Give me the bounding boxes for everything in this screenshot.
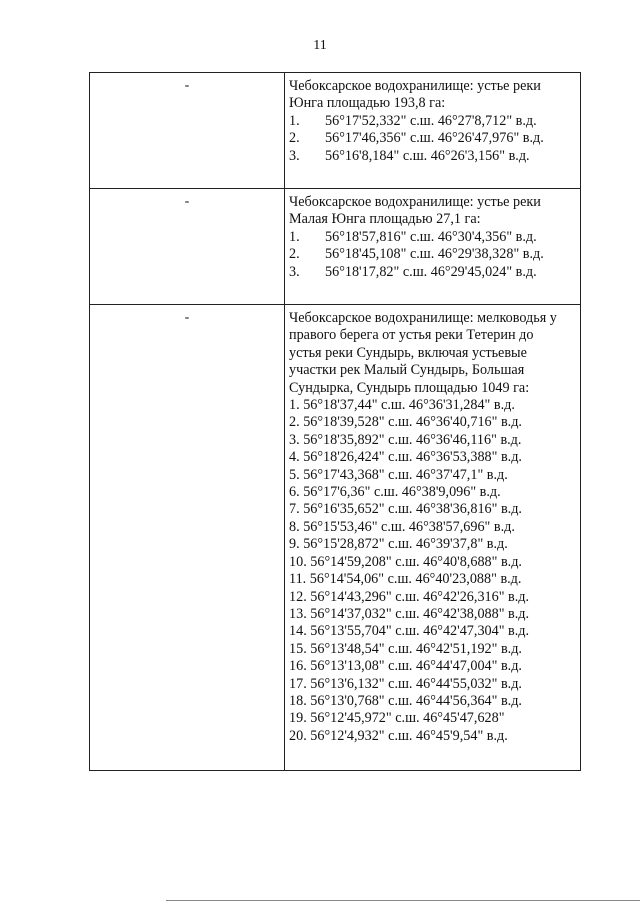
point-coordinates: 56°18'17,82" с.ш. 46°29'45,024" в.д.: [325, 263, 537, 280]
point-coordinates: 56°18'57,816" с.ш. 46°30'4,356" в.д.: [325, 228, 537, 245]
coordinate-item: 18. 56°13'0,768" с.ш. 46°44'56,364" в.д.: [289, 692, 522, 709]
area-title-line: правого берега от устья реки Тетерин до: [289, 327, 534, 344]
dash: -: [184, 194, 190, 209]
dash-cell: [90, 305, 285, 771]
coordinate-item: 15. 56°13'48,54" с.ш. 46°42'51,192" в.д.: [289, 640, 522, 657]
coordinate-item: [289, 148, 574, 165]
coordinate-item: 8. 56°15'53,46" с.ш. 46°38'57,696" в.д.: [289, 518, 515, 535]
table-row: [90, 305, 581, 771]
coordinate-item: [289, 246, 574, 263]
dash-cell: [90, 189, 285, 305]
table-row: [90, 73, 581, 189]
coordinate-item: 17. 56°13'6,132" с.ш. 46°44'55,032" в.д.: [289, 675, 522, 692]
dash-cell: [90, 73, 285, 189]
coordinate-item: 10. 56°14'59,208" с.ш. 46°40'8,688" в.д.: [289, 553, 522, 570]
area-title-line: Юнга площадью 193,8 га:: [289, 95, 446, 112]
point-number: 2.: [289, 246, 300, 263]
page-number: 11: [313, 38, 327, 53]
coordinate-item: 19. 56°12'45,972" с.ш. 46°45'47,628": [289, 710, 505, 727]
coordinate-item: 2. 56°18'39,528" с.ш. 46°36'40,716" в.д.: [289, 414, 522, 431]
area-title-line: Чебоксарское водохранилище: устье реки: [289, 78, 541, 94]
coordinate-item: 5. 56°17'43,368" с.ш. 46°37'47,1" в.д.: [289, 466, 508, 483]
description-cell: [285, 305, 581, 771]
coordinates-table: [89, 72, 581, 771]
coordinate-item: 20. 56°12'4,932" с.ш. 46°45'9,54" в.д.: [289, 727, 508, 744]
scan-edge-line: [166, 900, 640, 901]
table-row: [90, 189, 581, 305]
coordinate-item: 16. 56°13'13,08" с.ш. 46°44'47,004" в.д.: [289, 658, 522, 675]
area-title-line: участки рек Малый Сундырь, Большая: [289, 362, 525, 379]
description-cell: [285, 73, 581, 189]
coordinate-item: [289, 130, 574, 147]
area-title-line: Чебоксарское водохранилище: устье реки: [289, 194, 541, 210]
point-number: 2.: [289, 130, 300, 147]
coordinate-item: 11. 56°14'54,06" с.ш. 46°40'23,088" в.д.: [289, 571, 522, 588]
coordinate-item: [289, 113, 574, 130]
coordinate-item: 13. 56°14'37,032" с.ш. 46°42'38,088" в.д.: [289, 605, 530, 622]
dash: -: [184, 310, 190, 325]
coordinate-item: 7. 56°16'35,652" с.ш. 46°38'36,816" в.д.: [289, 501, 522, 518]
coordinate-item: [289, 264, 574, 281]
area-title-line: устья реки Сундырь, включая устьевые: [289, 344, 527, 361]
coordinate-item: 9. 56°15'28,872" с.ш. 46°39'37,8" в.д.: [289, 536, 508, 553]
coordinate-item: 3. 56°18'35,892" с.ш. 46°36'46,116" в.д.: [289, 431, 522, 448]
point-number: 1.: [289, 228, 300, 245]
coordinate-item: 4. 56°18'26,424" с.ш. 46°36'53,388" в.д.: [289, 449, 522, 466]
area-title-line: Сундырка, Сундырь площадью 1049 га:: [289, 379, 530, 396]
area-title-line: Малая Юнга площадью 27,1 га:: [289, 211, 481, 228]
point-number: 3.: [289, 263, 300, 280]
point-number: 3.: [289, 147, 300, 164]
point-coordinates: 56°17'46,356" с.ш. 46°26'47,976" в.д.: [325, 130, 544, 147]
area-title-line: Чебоксарское водохранилище: мелководья у: [289, 310, 557, 326]
coordinate-item: 6. 56°17'6,36" с.ш. 46°38'9,096" в.д.: [289, 484, 501, 501]
point-coordinates: 56°17'52,332" с.ш. 46°27'8,712" в.д.: [325, 112, 537, 129]
point-coordinates: 56°18'45,108" с.ш. 46°29'38,328" в.д.: [325, 246, 544, 263]
description-cell: [285, 189, 581, 305]
coordinate-item: 14. 56°13'55,704" с.ш. 46°42'47,304" в.д.: [289, 623, 530, 640]
coordinate-item: 1. 56°18'37,44" с.ш. 46°36'31,284" в.д.: [289, 397, 515, 414]
point-coordinates: 56°16'8,184" с.ш. 46°26'3,156" в.д.: [325, 147, 530, 164]
coordinate-item: [289, 229, 574, 246]
point-number: 1.: [289, 112, 300, 129]
dash: -: [184, 78, 190, 93]
coordinate-item: 12. 56°14'43,296" с.ш. 46°42'26,316" в.д.: [289, 588, 530, 605]
